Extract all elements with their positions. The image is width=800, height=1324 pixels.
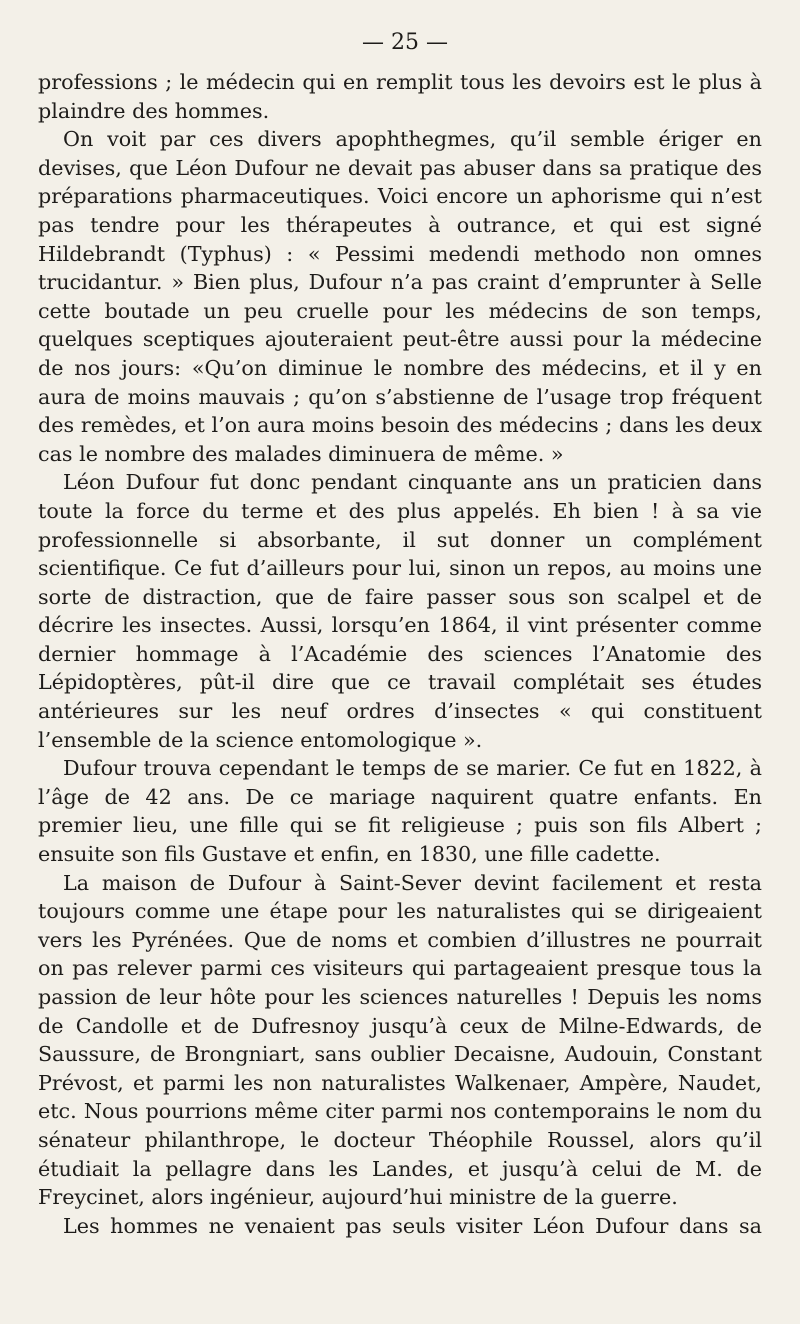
paragraph: Les hommes ne venaient pas seuls visiter Léon Dufour dans sa [63,1213,762,1238]
paragraph: La maison de Dufour à Saint-Sever devint facilement et resta toujours comme une étape pour les naturalistes qui se dirigeaient vers les Pyrénées. Que de noms et combien d’illustres ne pourrait on pas relever parmi ces visiteurs qui partageaient presque tous la passion de leur hôte pour les sciences naturelles ! Depuis les noms de Candolle et de Dufresnoy jusqu’à ceux de Milne-Edwards, de Saussure, de Brongniart, sans oublier Decaisne, Audouin, Constant Prévost, et parmi les non naturalistes Walkenaer, Ampère, Naudet, etc. Nous pourrions même citer parmi nos contemporains le nom du sénateur philanthrope, le docteur Théophile Roussel, alors qu’il étudiait la pellagre dans les Landes, et jusqu’à celui de M. de Freycinet, alors ingénieur, aujourd’hui ministre de la guerre. [38,870,762,1210]
paragraph: Dufour trouva cependant le temps de se marier. Ce fut en 1822, à l’âge de 42 ans. De ce mariage naquirent quatre enfants. En premier lieu, une fille qui se fit religieuse ; puis son fils Albert ; ensuite son fils Gustave et enfin, en 1830, une fille cadette. [38,756,762,867]
paragraph: On voit par ces divers apophthegmes, qu’il semble ériger en devises, que Léon Dufour ne devait pas abuser dans sa pratique des préparations pharmaceutiques. Voici encore un aphorisme qui n’est pas tendre pour les thérapeutes à outrance, et qui est signé Hildebrandt (Typhus) : « Pessimi medendi methodo non omnes trucidantur. » Bien plus, Dufour n’a pas craint d’emprunter à Selle cette boutade un peu cruelle pour les médecins de son temps, quelques sceptiques ajouteraient peut-être aussi pour la médecine de nos jours: «Qu’on diminue le nombre des médecins, et il y en aura de moins mauvais ; qu’on s’abstienne de l’usage trop fréquent des remèdes, et l’on aura moins besoin des médecins ; dans les deux cas le nombre des malades diminuera de même. » [38,127,762,466]
page-number: — 25 — [362,30,448,55]
paragraph: Léon Dufour fut donc pendant cinquante ans un praticien dans toute la force du terme et des plus appelés. Eh bien ! à sa vie professionnelle si absorbante, il sut donner un complément scientifique. Ce fut d’ailleurs pour lui, sinon un repos, au moins une sorte de distraction, que de faire passer sous son scalpel et de décrire les insectes. Aussi, lorsqu’en 1864, il vint présenter comme dernier hommage à l’Académie des sciences l’Anatomie des Lépidoptères, pût-il dire que ce travail complétait ses études antérieures sur les neuf ordres d’insectes « qui constituent l’ensemble de la science entomologique ». [38,470,762,752]
paragraph: professions ; le médecin qui en remplit tous les devoirs est le plus à plaindre des hommes. [38,70,762,123]
body-text [38,68,762,1240]
